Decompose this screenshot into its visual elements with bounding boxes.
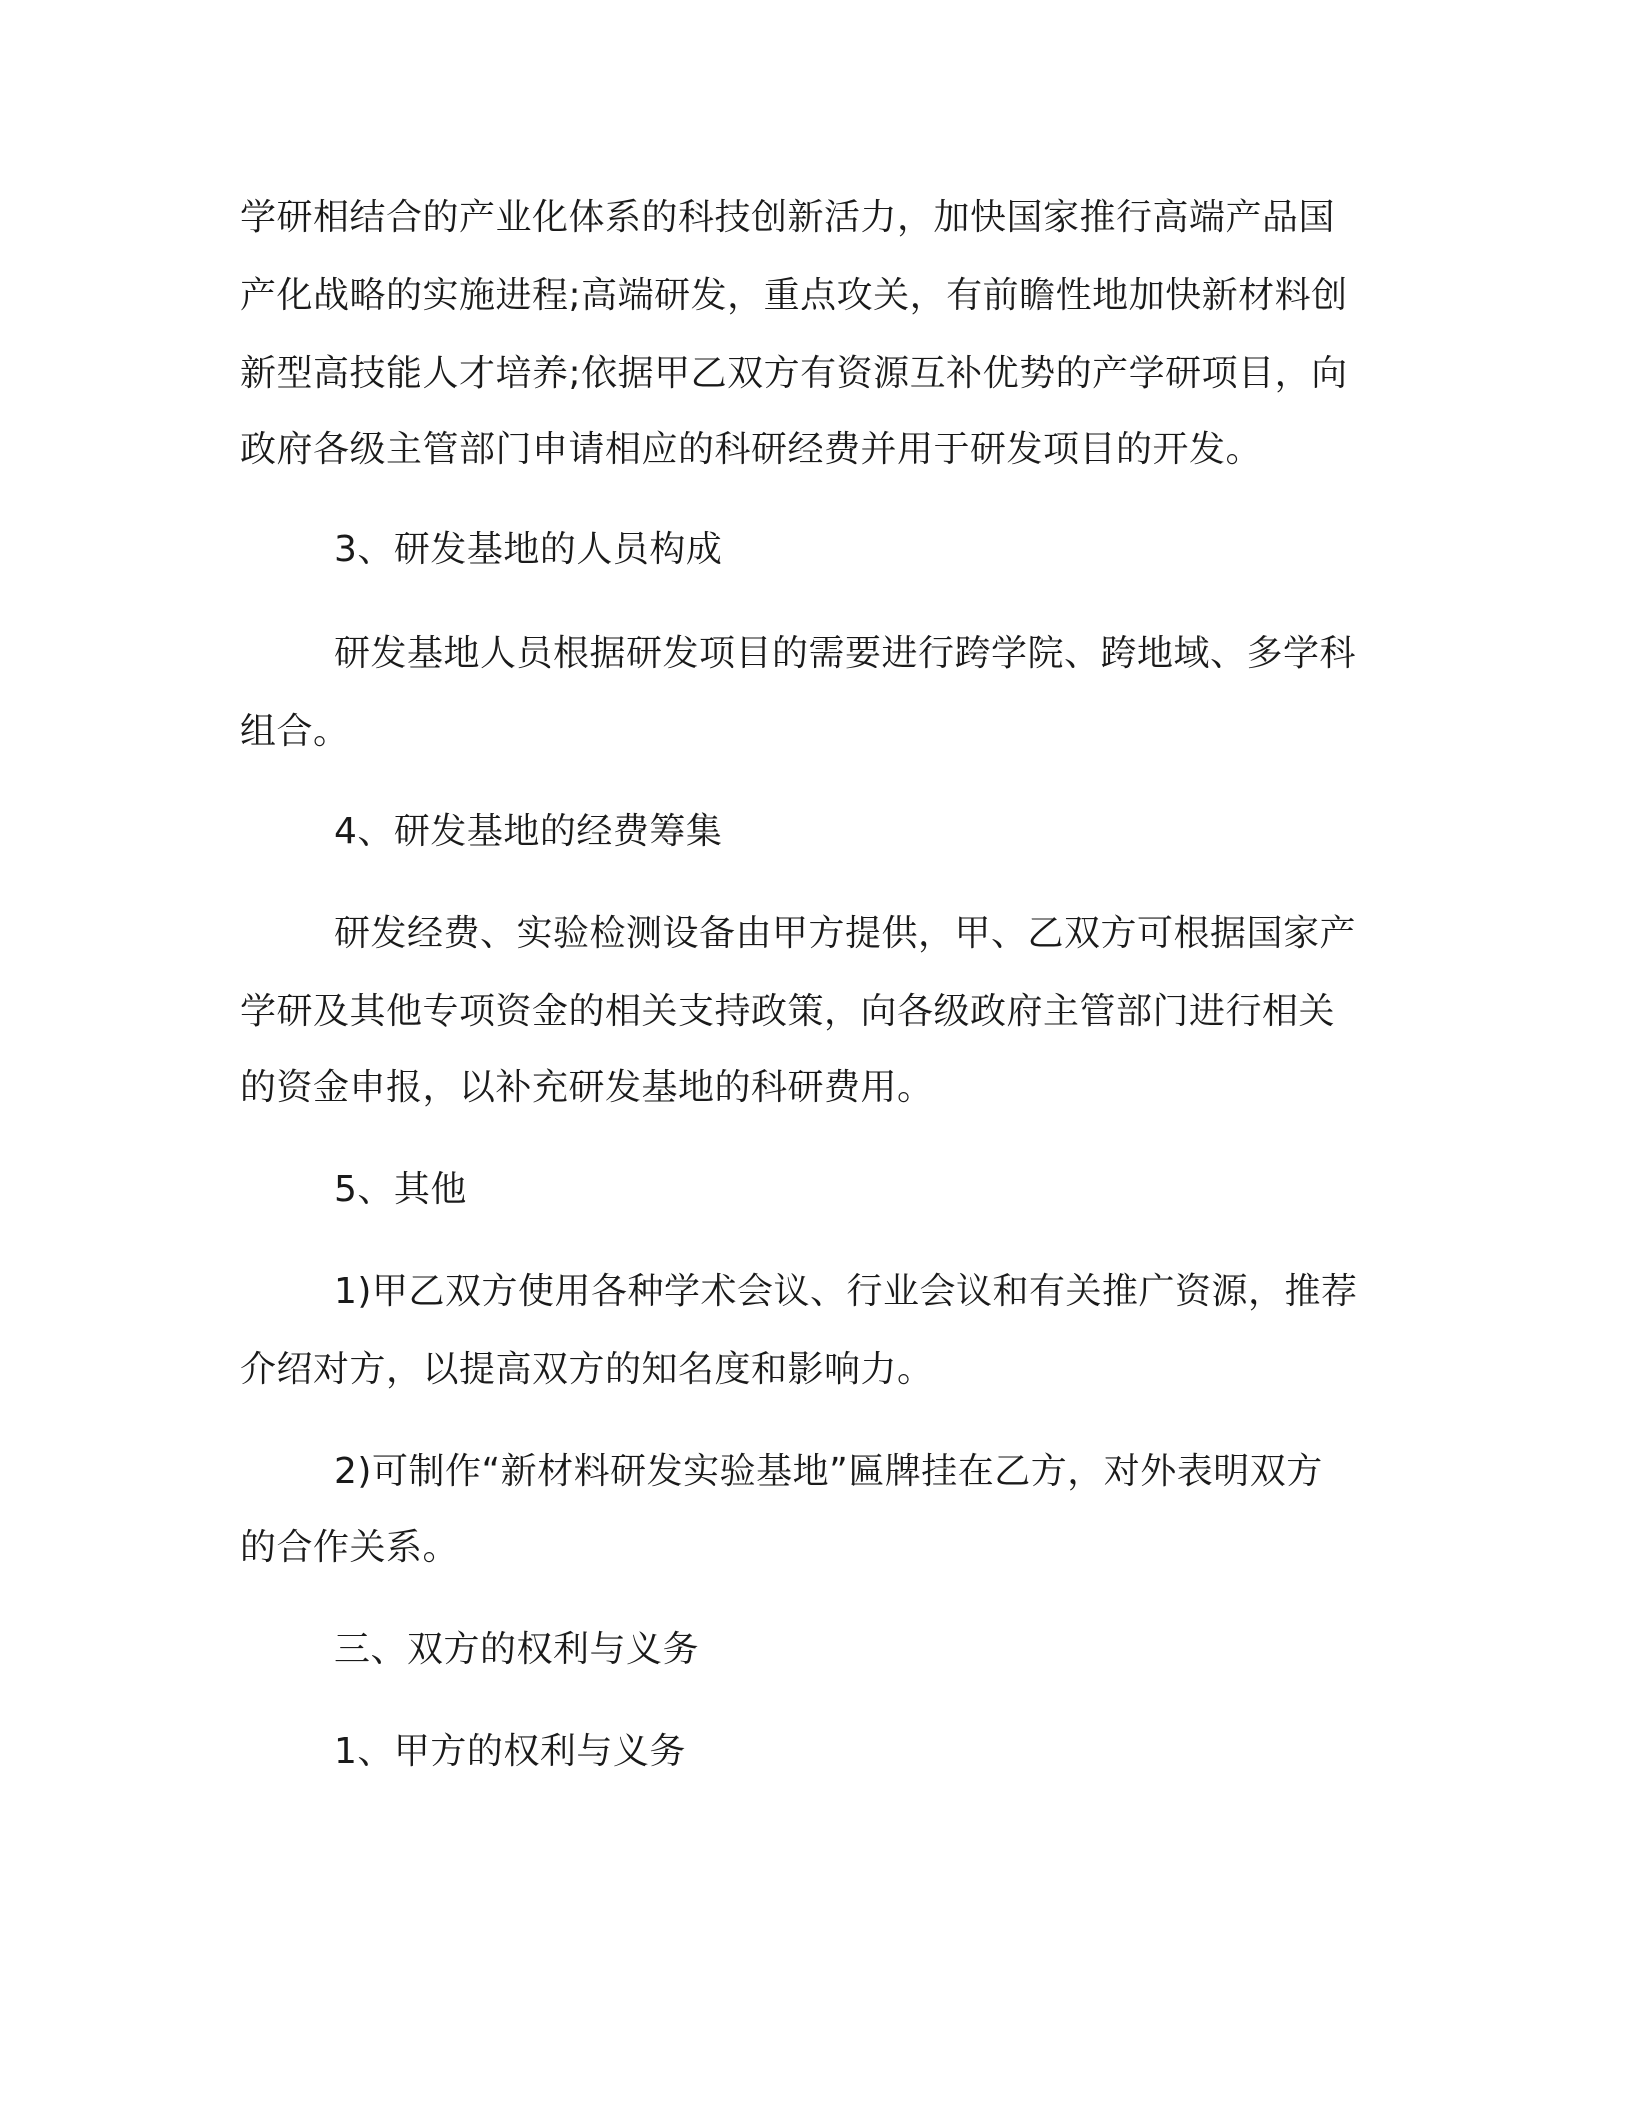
paragraph-line: 介绍对方，以提高双方的知名度和影响力。	[240, 1349, 934, 1390]
section-heading: 3、研发基地的人员构成	[334, 529, 723, 570]
section-heading: 三、双方的权利与义务	[334, 1629, 700, 1670]
paragraph-line: 的资金申报，以补充研发基地的科研费用。	[240, 1067, 934, 1108]
paragraph-line: 产化战略的实施进程;高端研发，重点攻关，有前瞻性地加快新材料创	[240, 275, 1348, 316]
paragraph-line: 研发经费、实验检测设备由甲方提供，甲、乙双方可根据国家产	[334, 913, 1357, 954]
section-heading: 1、甲方的权利与义务	[334, 1731, 686, 1772]
paragraph-line: 组合。	[240, 711, 350, 752]
section-heading: 5、其他	[334, 1169, 467, 1210]
paragraph-line: 学研及其他专项资金的相关支持政策，向各级政府主管部门进行相关	[240, 991, 1336, 1032]
paragraph-line: 研发基地人员根据研发项目的需要进行跨学院、跨地域、多学科	[334, 633, 1357, 674]
paragraph-line: 的合作关系。	[240, 1527, 460, 1568]
paragraph-line: 1)甲乙双方使用各种学术会议、行业会议和有关推广资源，推荐	[334, 1271, 1358, 1312]
paragraph-line: 新型高技能人才培养;依据甲乙双方有资源互补优势的产学研项目，向	[240, 353, 1348, 394]
section-heading: 4、研发基地的经费筹集	[334, 811, 723, 852]
paragraph-line: 学研相结合的产业化体系的科技创新活力，加快国家推行高端产品国	[240, 197, 1336, 238]
paragraph-line: 政府各级主管部门申请相应的科研经费并用于研发项目的开发。	[240, 429, 1263, 470]
paragraph-line: 2)可制作“新材料研发实验基地”匾牌挂在乙方，对外表明双方	[334, 1451, 1323, 1492]
